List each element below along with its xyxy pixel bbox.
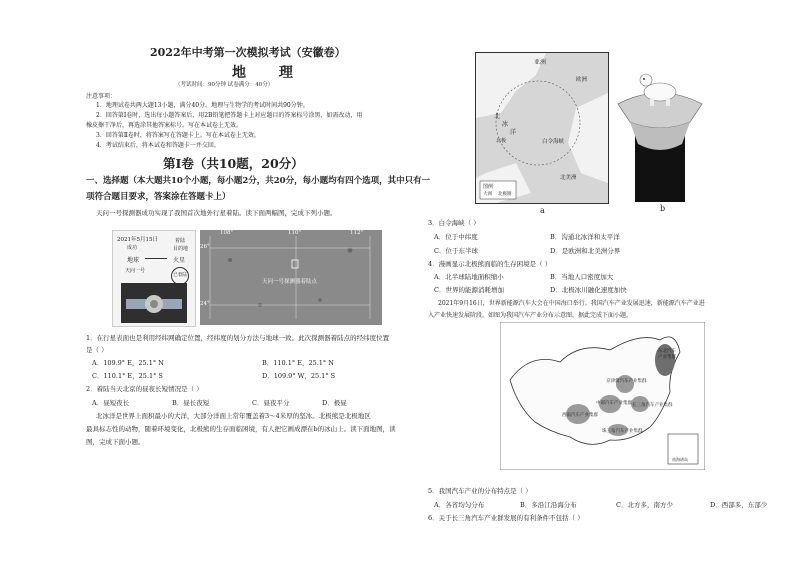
passage2-line-1: 2021年9月16日，世界新能源汽车大会在中国海口举行。我国汽车产业发展迅速，新能源汽车产业进 — [438, 300, 705, 307]
deg-108: 108° — [220, 230, 234, 236]
question-2: 2．着陆当天北京的昼夜长短情况是（ ） — [86, 385, 203, 393]
arrow-line — [145, 258, 167, 259]
legend-continent: 大洲 — [483, 192, 492, 197]
q4-option-a[interactable]: A．北半球陆地面积缩小 — [434, 273, 504, 281]
note-3: 3．回答第Ⅱ卷时，将答案写在答题卡上。写在本试卷上无效。 — [96, 132, 260, 139]
label-bering: 白令海峡 — [542, 139, 565, 145]
passage-line-2: 最具标志性的动物，随着环境变化，北极熊的生存面临困境，有人把它画成漂在b的冰山上。读下面地图，读 — [86, 425, 396, 433]
mars-landing-map — [200, 230, 382, 325]
label-pearl: 珠三角汽车产业集群 — [602, 429, 643, 434]
polar-bear-cartoon — [610, 52, 710, 202]
section1-instr2: 项符合题目要求，答案涂在答题卡上） — [86, 192, 231, 202]
label-namerica: 北美洲 — [560, 175, 577, 181]
arctic-map — [475, 52, 609, 204]
q4-option-b[interactable]: B．当地人口密度加大 — [550, 273, 614, 281]
time-score: （考试时间：90分钟 试卷满分：40分） — [175, 82, 274, 88]
q4-option-d[interactable]: D．北极冰川融化速度加快 — [550, 286, 627, 294]
passage-line-1: 北冰洋是世界上面积最小的大洋，大部分洋面上常年覆盖着3～4米厚的坚冰。北极熊是北极地区 — [96, 412, 371, 420]
right-column — [420, 0, 794, 562]
landed-stamp-text: 已着陆 — [173, 273, 187, 278]
label-asia: 亚洲 — [534, 59, 547, 66]
q1-option-a[interactable]: A．109.9° E，25.1° N — [92, 359, 164, 367]
question-5: 5．我国汽车产业的分布特点是（ ） — [428, 487, 532, 495]
legend-arctic-circle: 北极圈 — [498, 192, 512, 197]
q5-option-b[interactable]: B．多沿江沿海分布 — [520, 501, 577, 509]
label-destination: 目的地 — [173, 246, 189, 252]
launch-diagram — [112, 230, 196, 327]
section1-title: 第Ⅰ卷（共10题，20分） — [163, 156, 304, 171]
q2-option-c[interactable]: C．昼夜平分 — [252, 399, 290, 407]
question-1b: 是（ ） — [86, 346, 108, 354]
question-1: 1．在行星表面也是利用经纬网确定位置，经纬度的划分方法与地球一致。此次探测器着陆点的经纬度位置 — [86, 334, 390, 342]
passage2-line-2: 入产业快速发展阶段。如图为我国汽车产业分布示意图。据此完成下面小题。 — [428, 312, 633, 319]
q5-option-d[interactable]: D．西部多，东部少 — [710, 501, 768, 509]
launch-date: 2021年5月15日 — [117, 237, 158, 243]
label-bei: 北 — [494, 113, 501, 120]
section1-instr1: 一、选择题（本大题共10个小题，每小题2分，共20分，每小题均有四个选项，其中只有一 — [86, 176, 431, 186]
q1-option-b[interactable]: B．110.1° E，25.1° N — [262, 359, 334, 367]
polar-bear-svg — [610, 52, 710, 202]
launch-status: 成功 — [127, 245, 138, 251]
subject-title: 地 理 — [232, 65, 307, 81]
q2-option-a[interactable]: A．昼短夜长 — [92, 399, 130, 407]
legend-title: 图例 — [483, 184, 494, 190]
label-yang: 洋 — [510, 129, 517, 136]
question-3: 3．白令海峡（ ） — [428, 219, 480, 227]
arctic-map-svg — [476, 53, 608, 203]
note-2b: 橡皮擦干净后，再选涂其他答案标号。写在本试卷上无效。 — [86, 122, 243, 129]
q2-option-b[interactable]: B．昼长夜短 — [172, 399, 210, 407]
q1-option-c[interactable]: C．110.1° E，25.1° S — [92, 372, 163, 380]
fig-a-label: a — [540, 206, 545, 215]
deg-26: 26° — [200, 244, 210, 250]
label-nanhai: 南海诸岛 — [672, 457, 688, 462]
note-4: 4．考试结束后，将本试卷和答题卡一并交回。 — [96, 142, 220, 149]
q3-option-c[interactable]: C．位于东半球 — [434, 247, 478, 255]
label-bing: 冰 — [502, 121, 509, 128]
label-arctic: 北极 — [496, 138, 507, 144]
note-2: 2．回答第Ⅰ卷时，选出每小题答案后，用2B铅笔把答题卡上对应题目的答案标号涂黑，如需改动，用 — [96, 112, 363, 119]
passage-line-3: 图，完成下面小题。 — [86, 438, 145, 446]
fig-b-label: b — [660, 204, 666, 213]
deg-24: 24° — [200, 301, 210, 307]
q4-option-c[interactable]: C．世界的能源消耗增加 — [434, 286, 504, 294]
section1-intro: 天问一号探测器成功实现了我国首次地外行星着陆。读下面两幅图，完成下列小题。 — [96, 209, 337, 217]
q3-option-a[interactable]: A．位于中纬度 — [434, 233, 478, 241]
label-central: 中部汽车产业集群 — [596, 401, 632, 406]
label-southwest: 西南汽车产业集群 — [562, 413, 598, 418]
notes-heading: 注意事项： — [86, 93, 117, 100]
deg-112: 112° — [350, 230, 364, 236]
question-6: 6．关于长三角汽车产业群发展的有利条件不包括（ ） — [428, 514, 584, 522]
label-europe: 欧洲 — [576, 77, 588, 83]
q5-option-c[interactable]: C．北方多，南方少 — [616, 501, 673, 509]
deg-110: 110° — [288, 230, 302, 236]
label-mars: 火星 — [173, 257, 186, 264]
label-landing: 着陆 — [175, 238, 186, 244]
label-earth: 地球 — [127, 257, 140, 264]
china-map-svg — [500, 322, 705, 470]
q5-option-a[interactable]: A．各省均匀分布 — [434, 501, 485, 509]
q3-option-b[interactable]: B．沟通北冰洋和太平洋 — [550, 233, 620, 241]
question-4: 4．漫画显示北极熊面临的生存困境是（ ） — [428, 260, 552, 268]
q2-option-d[interactable]: D．极昼 — [322, 399, 347, 407]
exam-title: 2022年中考第一次模拟考试（安徽卷） — [150, 46, 346, 59]
label-tianwen: 天问一号 — [125, 268, 146, 274]
label-yangtze: 长三角汽车产业集群 — [632, 403, 673, 408]
q3-option-d[interactable]: D．是欧洲和北美洲分界 — [550, 247, 621, 255]
probe-illustration — [121, 283, 187, 323]
label-jingjinji: 京津冀汽车产业集群 — [606, 379, 647, 384]
note-1: 1．地理试卷共两大题13小题，满分40分。地理与生物学的考试时间共90分钟。 — [96, 102, 309, 109]
label-northeast: 东北汽车产业集群 — [658, 349, 676, 360]
china-auto-map — [500, 322, 705, 470]
landing-caption: 天问一号探测器着陆点 — [262, 279, 318, 285]
q1-option-d[interactable]: D．109.9° W，25.1° S — [262, 372, 336, 380]
